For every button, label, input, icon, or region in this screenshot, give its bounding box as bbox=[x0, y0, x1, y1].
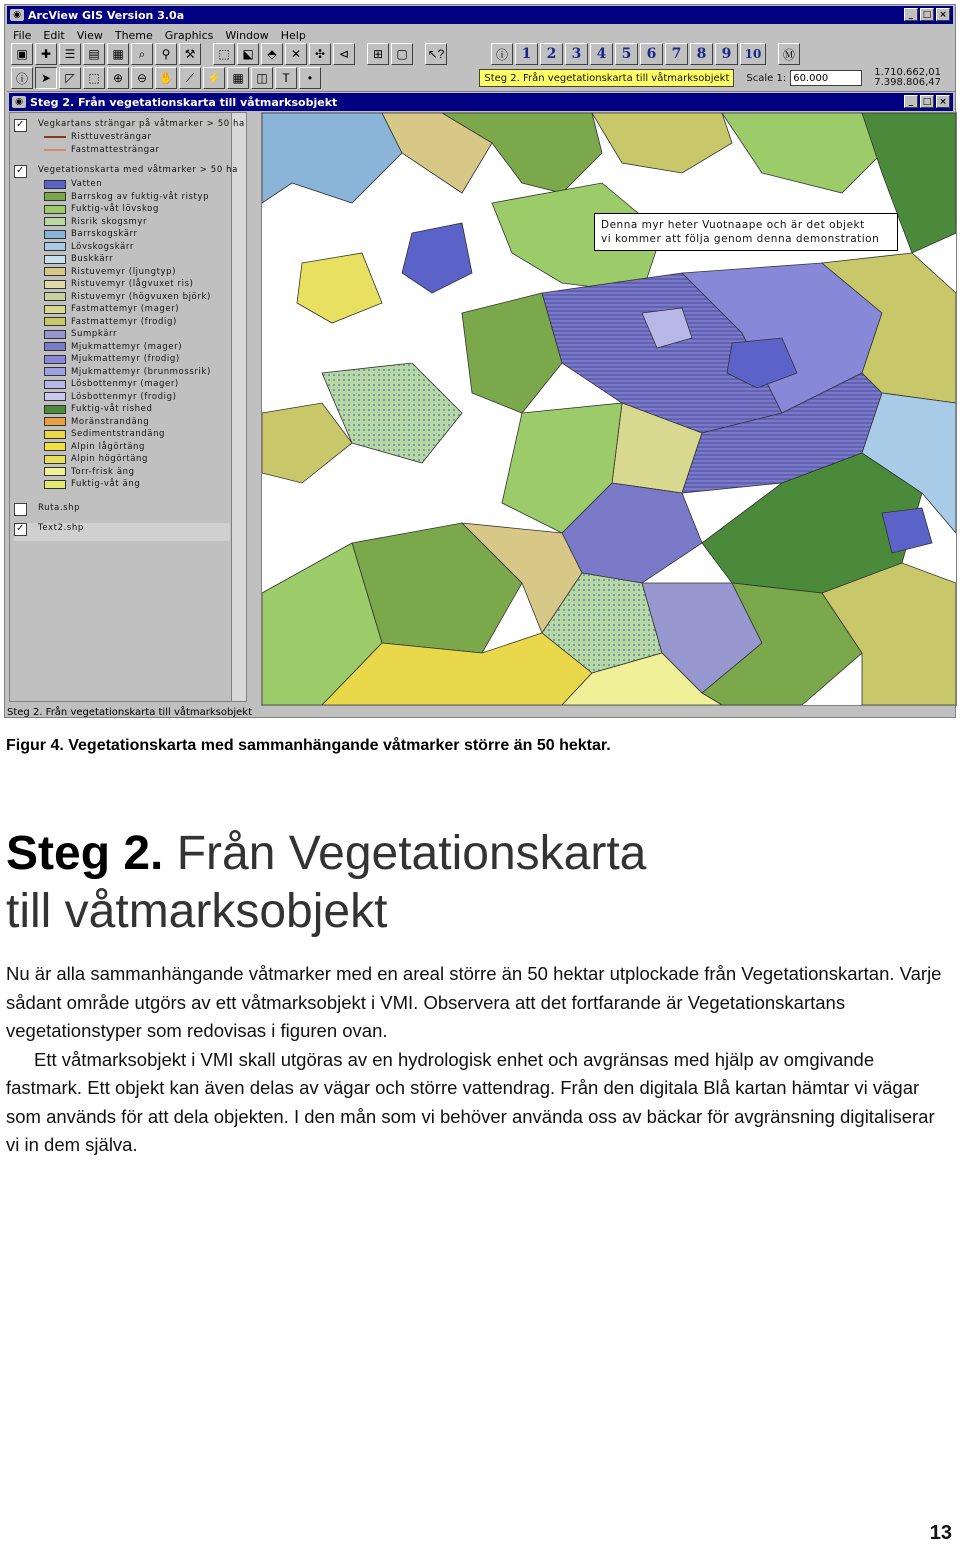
heading-line-1: Från Vegetationskarta bbox=[176, 827, 647, 880]
legend-swatch bbox=[44, 330, 66, 339]
legend-editor-icon[interactable]: ▤ bbox=[83, 43, 105, 65]
legend-label: Vatten bbox=[71, 179, 103, 189]
view-maximize-button[interactable]: □ bbox=[920, 95, 934, 108]
legend-label: Lövskogskärr bbox=[71, 241, 134, 252]
globe-icon: ◉ bbox=[10, 9, 24, 21]
scale-label: Scale 1: bbox=[746, 72, 787, 84]
legend-label: Fastmattemyr (mager) bbox=[71, 304, 180, 314]
legend-swatch bbox=[44, 442, 66, 451]
legend-label: Sumpkärr bbox=[71, 329, 118, 339]
view-minimize-button[interactable]: _ bbox=[904, 95, 918, 108]
legend-swatch bbox=[44, 305, 66, 314]
legend-entry bbox=[44, 428, 165, 440]
vegetation-map[interactable] bbox=[262, 113, 956, 705]
legend-label: Torr-frisk äng bbox=[71, 466, 135, 477]
legend-swatch bbox=[44, 280, 66, 289]
theme-title: Ruta.shp bbox=[38, 503, 81, 513]
page-number: 13 bbox=[929, 1522, 952, 1544]
button-bar bbox=[7, 41, 953, 67]
legend-label: Buskkärr bbox=[71, 254, 114, 264]
hotlink-icon[interactable]: ⚡ bbox=[203, 67, 225, 89]
legend-entry bbox=[44, 266, 176, 278]
view-selector-dropdown[interactable]: Steg 2. Från vegetationskarta till våtmarksobjekt bbox=[479, 69, 734, 87]
legend-entry bbox=[44, 328, 117, 340]
step-7-button[interactable]: 7 bbox=[665, 43, 688, 65]
legend-entry bbox=[44, 241, 134, 253]
legend-swatch bbox=[44, 217, 66, 226]
step-6-button[interactable]: 6 bbox=[640, 43, 663, 65]
view-window bbox=[7, 91, 955, 706]
zoom-full-icon[interactable]: ⬚ bbox=[213, 43, 235, 65]
legend-swatch bbox=[44, 480, 66, 489]
pan-icon[interactable]: ✋ bbox=[155, 67, 177, 89]
theme-visibility-checkbox[interactable] bbox=[14, 503, 27, 516]
body-text bbox=[6, 960, 946, 1160]
pointer-icon[interactable]: ➤ bbox=[35, 67, 57, 89]
legend-swatch bbox=[44, 292, 66, 301]
menu-view[interactable]: View bbox=[76, 28, 103, 42]
step-10-button[interactable]: 10 bbox=[740, 43, 766, 65]
minimize-button[interactable]: _ bbox=[904, 8, 918, 21]
legend-entry bbox=[44, 416, 149, 428]
legend-label: Lösbottenmyr (mager) bbox=[71, 379, 179, 389]
legend-label: Fuktig-våt äng bbox=[71, 479, 141, 489]
status-text: Steg 2. Från vegetationskarta till våtmarksobjekt bbox=[7, 706, 253, 718]
section-heading bbox=[6, 825, 646, 941]
legend-label: Barrskogskärr bbox=[71, 229, 138, 239]
coord-y: 7.398.806,47 bbox=[874, 77, 941, 88]
theme-properties-icon[interactable]: ☰ bbox=[59, 43, 81, 65]
legend-swatch bbox=[44, 205, 66, 214]
theme-visibility-checkbox[interactable]: ✓ bbox=[14, 119, 27, 132]
legend-label: Sedimentstrandäng bbox=[71, 429, 166, 439]
zoom-in-fixed-icon[interactable]: ✕ bbox=[285, 43, 307, 65]
menu-edit[interactable]: Edit bbox=[43, 28, 65, 42]
legend-swatch bbox=[44, 192, 66, 201]
legend-entry bbox=[44, 378, 179, 390]
legend-label: Lösbottenmyr (frodig) bbox=[71, 391, 177, 402]
coordinate-readout bbox=[874, 68, 941, 88]
theme-visibility-checkbox[interactable]: ✓ bbox=[14, 523, 27, 536]
legend-entry bbox=[44, 216, 147, 228]
step-8-button[interactable]: 8 bbox=[690, 43, 713, 65]
legend-entry bbox=[44, 278, 194, 290]
view-titlebar bbox=[9, 93, 953, 111]
legend-swatch bbox=[44, 367, 66, 376]
measure-icon[interactable]: ⟋ bbox=[179, 67, 201, 89]
view-title: Steg 2. Från vegetationskarta till våtmarksobjekt bbox=[30, 95, 338, 109]
select-feature-icon[interactable]: ⬚ bbox=[83, 67, 105, 89]
legend-label: Barrskog av fuktig-våt ristyp bbox=[71, 191, 210, 202]
legend-swatch bbox=[44, 136, 66, 138]
legend-label: Fuktig-våt lövskog bbox=[71, 204, 159, 214]
arcview-window bbox=[4, 4, 956, 718]
legend-swatch bbox=[44, 230, 66, 239]
legend-entry bbox=[44, 228, 138, 240]
legend-swatch bbox=[44, 392, 66, 401]
legend-entry bbox=[44, 441, 145, 453]
legend-entry bbox=[44, 144, 160, 156]
zoom-selected-icon[interactable]: ⬘ bbox=[261, 43, 283, 65]
theme-visibility-checkbox[interactable]: ✓ bbox=[14, 165, 27, 178]
step-2-button[interactable]: 2 bbox=[540, 43, 563, 65]
step-1-button[interactable]: 1 bbox=[515, 43, 538, 65]
legend-label: Moränstrandäng bbox=[71, 416, 150, 427]
vertex-edit-icon[interactable]: ◸ bbox=[59, 67, 81, 89]
theme-title: Vegetationskarta med våtmarker > 50 ha bbox=[38, 165, 238, 175]
legend-label: Alpin lågörtäng bbox=[71, 441, 146, 452]
scale-input[interactable] bbox=[790, 70, 862, 86]
theme-ruta[interactable] bbox=[14, 503, 230, 519]
toc-scrollbar[interactable] bbox=[231, 113, 246, 701]
table-icon[interactable]: ▦ bbox=[107, 43, 129, 65]
help-icon[interactable]: ↖? bbox=[425, 43, 447, 65]
theme-title: Vegkartans strängar på våtmarker > 50 ha bbox=[38, 119, 245, 129]
theme-text2[interactable] bbox=[14, 523, 230, 541]
legend-swatch bbox=[44, 317, 66, 326]
theme-title: Text2.shp bbox=[38, 523, 84, 533]
label-icon[interactable]: ◫ bbox=[251, 67, 273, 89]
menu-help[interactable]: Help bbox=[280, 28, 306, 42]
text-tool-icon[interactable]: T bbox=[275, 67, 297, 89]
legend-label: Risrik skogsmyr bbox=[71, 216, 148, 227]
zoom-out-icon[interactable]: ⊖ bbox=[131, 67, 153, 89]
find-icon[interactable]: ⌕ bbox=[131, 43, 153, 65]
info-icon[interactable]: ⓘ bbox=[491, 43, 513, 65]
coord-x: 1.710.662,01 bbox=[874, 67, 941, 78]
legend-entry bbox=[44, 178, 102, 190]
menu-window[interactable]: Window bbox=[225, 28, 269, 42]
save-icon[interactable]: ▣ bbox=[11, 43, 33, 65]
area-of-interest-icon[interactable]: ▦ bbox=[227, 67, 249, 89]
step-9-button[interactable]: 9 bbox=[715, 43, 738, 65]
legend-label: Fastmattesträngar bbox=[71, 145, 160, 155]
legend-label: Ristuvemyr (lågvuxet ris) bbox=[71, 279, 194, 289]
legend-label: Risttuvesträngar bbox=[71, 132, 152, 142]
callout-line-1: Denna myr heter Vuotnaape och är det objekt bbox=[601, 219, 865, 231]
heading-step: Steg 2. bbox=[6, 827, 164, 880]
add-theme-icon[interactable]: ✚ bbox=[35, 43, 57, 65]
legend-entry bbox=[44, 353, 180, 365]
legend-entry bbox=[44, 466, 135, 478]
legend-swatch bbox=[44, 355, 66, 364]
locate-icon[interactable]: ⚲ bbox=[155, 43, 177, 65]
legend-swatch bbox=[44, 467, 66, 476]
step-3-button[interactable]: 3 bbox=[565, 43, 588, 65]
legend-entry bbox=[44, 453, 148, 465]
close-button[interactable]: × bbox=[936, 8, 950, 21]
legend-entry bbox=[44, 341, 182, 353]
maximize-button[interactable]: □ bbox=[920, 8, 934, 21]
map-callout bbox=[594, 213, 898, 251]
theme-vegetationskarta[interactable] bbox=[14, 165, 238, 495]
zoom-previous-icon[interactable]: ⊲ bbox=[333, 43, 355, 65]
map-logo-icon[interactable]: Ⓜ bbox=[778, 43, 800, 65]
clear-selection-icon[interactable]: ▢ bbox=[391, 43, 413, 65]
table-of-contents bbox=[9, 112, 247, 702]
draw-point-icon[interactable]: • bbox=[299, 67, 321, 89]
legend-swatch bbox=[44, 180, 66, 189]
legend-swatch bbox=[44, 380, 66, 389]
legend-swatch bbox=[44, 255, 66, 264]
paragraph-2: Ett våtmarksobjekt i VMI skall utgöras av en hydrologisk enhet och avgränsas med hjälp av omgivande fastmark. Ett objekt kan även delas av vägar och större vattendrag. Från den digitala Blå kartan hämtar vi vägar som används för att dela objekten. I den mån som vi behöver använda oss av bäckar för avgränsning digitaliserar vi in dem själva. bbox=[6, 1048, 935, 1155]
tool-bar bbox=[7, 65, 953, 91]
menu-file[interactable]: File bbox=[13, 28, 32, 42]
legend-swatch bbox=[44, 149, 66, 151]
legend-swatch bbox=[44, 455, 66, 464]
figure-caption: Figur 4. Vegetationskarta med sammanhängande våtmarker större än 50 hektar. bbox=[6, 737, 611, 754]
theme-vegkartans-strangar[interactable] bbox=[14, 119, 245, 159]
legend-swatch bbox=[44, 267, 66, 276]
callout-line-2: vi kommer att följa genom denna demonstration bbox=[601, 233, 880, 245]
paragraph-1: Nu är alla sammanhängande våtmarker med en areal större än 50 hektar utplockade från Vegetationskartan. Varje sådant område utgörs av ett våtmarksobjekt i VMI. Observera att det fortfarande är Vegetationskartans vegetationstyper som redovisas i figuren ovan. bbox=[6, 963, 942, 1041]
legend-entry bbox=[44, 191, 209, 203]
legend-label: Mjukmattemyr (frodig) bbox=[71, 354, 180, 364]
legend-entry bbox=[44, 203, 159, 215]
legend-label: Fastmattemyr (frodig) bbox=[71, 316, 177, 327]
legend-entry bbox=[44, 403, 152, 415]
status-bar bbox=[7, 705, 252, 719]
step-5-button[interactable]: 5 bbox=[615, 43, 638, 65]
legend-label: Ristuvemyr (ljungtyp) bbox=[71, 266, 177, 277]
legend-swatch bbox=[44, 405, 66, 414]
legend-entry bbox=[44, 316, 177, 328]
menu-theme[interactable]: Theme bbox=[114, 28, 153, 42]
legend-entry bbox=[44, 291, 211, 303]
legend-swatch bbox=[44, 342, 66, 351]
legend-swatch bbox=[44, 242, 66, 251]
step-4-button[interactable]: 4 bbox=[590, 43, 613, 65]
legend-swatch bbox=[44, 430, 66, 439]
legend-entry bbox=[44, 303, 179, 315]
query-builder-icon[interactable]: ⚒ bbox=[179, 43, 201, 65]
identify-icon[interactable]: ⓘ bbox=[11, 67, 33, 89]
map-display[interactable] bbox=[261, 112, 957, 706]
legend-label: Ristuvemyr (högvuxen björk) bbox=[71, 291, 211, 302]
app-title: ArcView GIS Version 3.0a bbox=[28, 8, 185, 22]
legend-label: Mjukmattemyr (mager) bbox=[71, 341, 183, 352]
zoom-in-icon[interactable]: ⊕ bbox=[107, 67, 129, 89]
legend-entry bbox=[44, 391, 177, 403]
zoom-active-icon[interactable]: ⬕ bbox=[237, 43, 259, 65]
scale-box bbox=[746, 70, 862, 86]
legend-entry bbox=[44, 253, 113, 265]
legend-entry bbox=[44, 366, 211, 378]
menu-graphics[interactable]: Graphics bbox=[164, 28, 214, 42]
heading-line-2: till våtmarksobjekt bbox=[6, 885, 388, 938]
legend-swatch bbox=[44, 417, 66, 426]
legend-label: Fuktig-våt rished bbox=[71, 404, 153, 414]
zoom-out-fixed-icon[interactable]: ✣ bbox=[309, 43, 331, 65]
view-close-button[interactable]: × bbox=[936, 95, 950, 108]
legend-entry bbox=[44, 478, 140, 490]
legend-label: Alpin högörtäng bbox=[71, 454, 149, 464]
select-by-theme-icon[interactable]: ⊞ bbox=[367, 43, 389, 65]
app-titlebar bbox=[7, 6, 953, 24]
view-icon: ◉ bbox=[12, 96, 26, 108]
legend-label: Mjukmattemyr (brunmossrik) bbox=[71, 366, 211, 377]
legend-entry bbox=[44, 131, 152, 143]
